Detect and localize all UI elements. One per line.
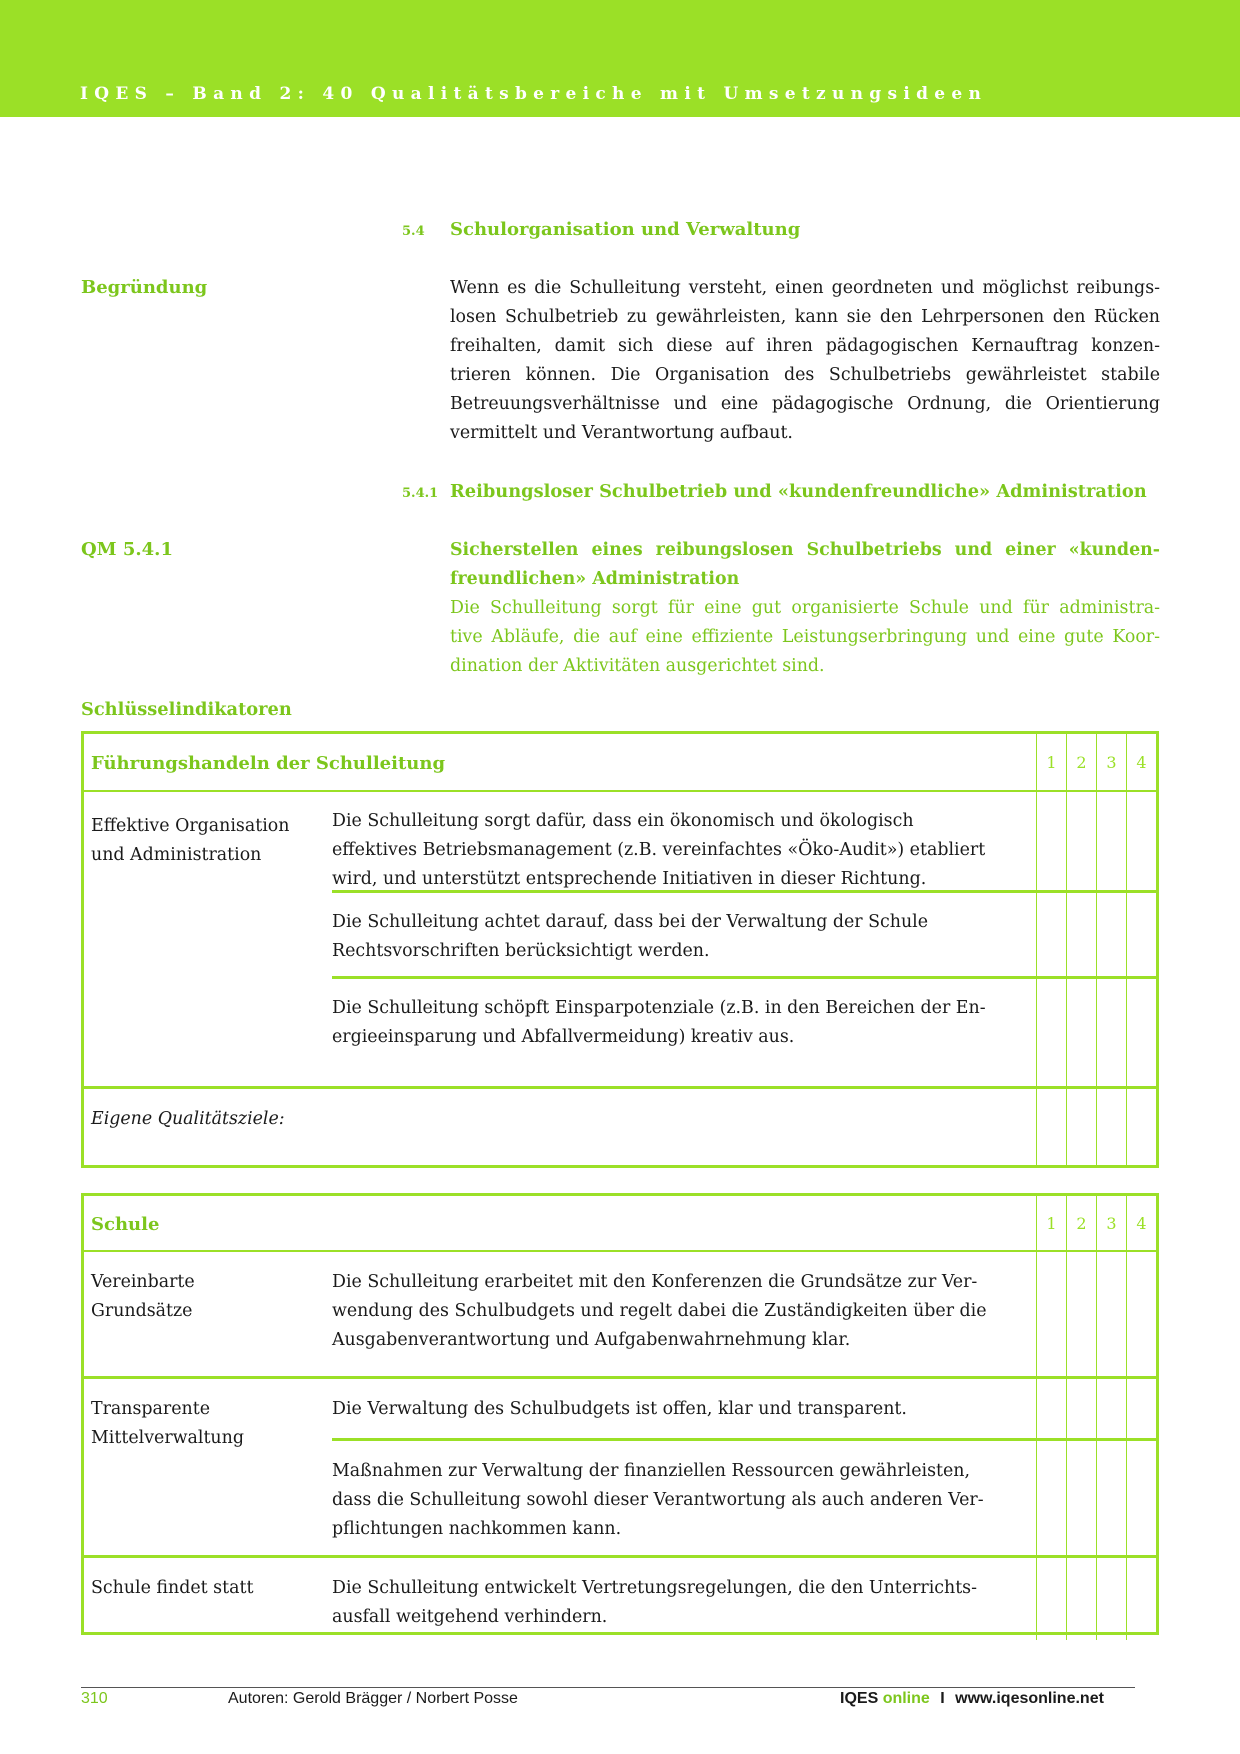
- footer-website[interactable]: www.iqesonline.net: [955, 1690, 1104, 1707]
- item-line: pflichtungen nachkommen kann.: [332, 1519, 622, 1539]
- item-line: Die Schulleitung achtet darauf, dass bei der Verwaltung der Schule: [332, 912, 929, 932]
- brand-separator: I: [940, 1690, 945, 1707]
- qm-label: QM 5.4.1: [81, 539, 173, 560]
- score-cell[interactable]: [1096, 1252, 1126, 1376]
- indicator-item: [332, 976, 1036, 1061]
- item-line: dass die Schulleitung sowohl dieser Verantwortung als auch anderen Ver-: [332, 1490, 984, 1510]
- score-cell[interactable]: [1066, 1379, 1096, 1555]
- table-header: [84, 734, 1156, 792]
- score-cell[interactable]: [1126, 792, 1156, 1086]
- brand-iqes: IQES: [840, 1690, 879, 1707]
- item-line: Die Verwaltung des Schulbudgets ist offen, klar und transparent.: [332, 1399, 907, 1419]
- row-label: Effektive Organisation und Administration: [91, 816, 290, 865]
- score-cell[interactable]: [1126, 1252, 1156, 1376]
- item-line: effektives Betriebsmanagement (z.B. vereinfachtes «Öko-Audit») etabliert: [332, 840, 986, 860]
- subsection-title: Reibungsloser Schulbetrieb und «kundenfreundliche» Administration: [450, 481, 1147, 502]
- row-label: Vereinbarte Grundsätze: [91, 1272, 195, 1321]
- begruendung-text: [450, 274, 1160, 448]
- item-line: wird, und unterstützt entsprechende Initiativen in dieser Richtung.: [332, 869, 927, 889]
- header-band: [0, 0, 1240, 117]
- item-line: ausfall weitgehend verhindern.: [332, 1607, 608, 1627]
- indicator-item: [332, 1252, 1036, 1355]
- score-cell[interactable]: [1066, 1252, 1096, 1376]
- score-label-2: 2: [1076, 753, 1087, 772]
- item-line: Die Schulleitung schöpft Einsparpotenziale (z.B. in den Bereichen der En-: [332, 998, 986, 1018]
- text-line: losen Schulbetrieb zu gewährleisten, kann sie den Lehrpersonen den Rücken: [450, 307, 1160, 327]
- item-line: Die Schulleitung sorgt dafür, dass ein ökonomisch und ökologisch: [332, 811, 914, 831]
- score-cell[interactable]: [1066, 1558, 1096, 1640]
- header-title: IQES – Band 2: 40 Qualitätsbereiche mit Umsetzungsideen: [80, 84, 988, 104]
- item-line: wendung des Schulbudgets und regelt dabei die Zuständigkeiten über die: [332, 1301, 987, 1321]
- item-line: Die Schulleitung entwickelt Vertretungsregelungen, die den Unterrichts-: [332, 1578, 977, 1598]
- row-divider: [1036, 890, 1156, 893]
- score-label-1: 1: [1046, 1214, 1057, 1233]
- indicator-table-leadership: [81, 731, 1159, 1168]
- score-label-3: 3: [1106, 753, 1117, 772]
- qm-block: [450, 536, 1160, 681]
- table-row-group: [84, 1558, 1156, 1640]
- row-label: Schule findet statt: [91, 1578, 254, 1598]
- score-label-2: 2: [1076, 1214, 1087, 1233]
- score-header: [1036, 734, 1156, 790]
- score-cell[interactable]: [1096, 792, 1126, 1086]
- score-cell[interactable]: [1036, 792, 1066, 1086]
- score-cell[interactable]: [1036, 1089, 1066, 1168]
- indicator-item: [332, 1558, 1036, 1632]
- item-line: ergieeinsparung und Abfallvermeidung) kreativ aus.: [332, 1027, 795, 1047]
- score-cells: [1036, 792, 1156, 1086]
- item-line: Ausgabenverantwortung und Aufgabenwahrnehmung klar.: [332, 1330, 851, 1350]
- qm-text-line: Die Schulleitung sorgt für eine gut organisierte Schule und für administra-: [450, 598, 1160, 618]
- table-title: Schule: [91, 1214, 160, 1235]
- subsection-number: 5.4.1: [402, 486, 439, 501]
- score-label-4: 4: [1136, 1214, 1147, 1233]
- row-divider: [1036, 976, 1156, 979]
- score-cells: [1036, 1558, 1156, 1640]
- score-cells: [1036, 1252, 1156, 1376]
- score-label-4: 4: [1136, 753, 1147, 772]
- footer-authors: Autoren: Gerold Brägger / Norbert Posse: [228, 1690, 518, 1707]
- row-divider: [1036, 1438, 1156, 1441]
- table-row-group: [84, 792, 1156, 1089]
- score-cell[interactable]: [1036, 1558, 1066, 1640]
- qm-text-line: tive Abläufe, die auf eine effiziente Leistungserbringung und eine gute Koor-: [450, 627, 1160, 647]
- page-number: 310: [81, 1690, 108, 1707]
- score-cell[interactable]: [1096, 1379, 1126, 1555]
- score-cells: [1036, 1089, 1156, 1168]
- section-title: Schulorganisation und Verwaltung: [450, 219, 801, 240]
- score-cell[interactable]: [1036, 1252, 1066, 1376]
- begruendung-label: Begründung: [81, 277, 208, 298]
- row-label: Transparente Mittelverwaltung: [91, 1399, 244, 1448]
- score-cell[interactable]: [1066, 1089, 1096, 1168]
- score-label-3: 3: [1106, 1214, 1117, 1233]
- indicator-table-school: [81, 1193, 1159, 1635]
- score-cell[interactable]: [1036, 1379, 1066, 1555]
- score-cell[interactable]: [1126, 1558, 1156, 1640]
- text-line: Wenn es die Schulleitung versteht, einen geordneten und möglichst reibungs-: [450, 278, 1160, 298]
- score-cell[interactable]: [1126, 1089, 1156, 1168]
- score-cell[interactable]: [1126, 1379, 1156, 1555]
- table-row-own-goals: [84, 1089, 1156, 1168]
- table-header: [84, 1196, 1156, 1252]
- score-cells: [1036, 1379, 1156, 1555]
- table-row-group: [84, 1379, 1156, 1558]
- brand-online: online: [882, 1690, 930, 1707]
- score-header: [1036, 1196, 1156, 1250]
- indicator-item: [332, 792, 1036, 890]
- footer-brand: [840, 1690, 1104, 1708]
- item-line: Die Schulleitung erarbeitet mit den Konferenzen die Grundsätze zur Ver-: [332, 1272, 978, 1292]
- text-line: Betreuungsverhältnisse und eine pädagogische Ordnung, die Orientierung: [450, 394, 1160, 414]
- text-line: trieren können. Die Organisation des Schulbetriebs gewährleistet stabile: [450, 365, 1160, 385]
- qm-title-line: Sicherstellen eines reibungslosen Schulbetriebs und einer «kunden-: [450, 540, 1160, 560]
- text-line: vermittelt und Verantwortung aufbaut.: [450, 423, 793, 443]
- indicators-label: Schlüsselindikatoren: [81, 699, 292, 720]
- qm-title-line: freundlichen» Administration: [450, 569, 740, 589]
- indicator-item: [332, 1438, 1036, 1544]
- table-title: Führungshandeln der Schulleitung: [91, 753, 446, 774]
- indicator-item: [332, 890, 1036, 976]
- own-goals-label: Eigene Qualitätsziele:: [91, 1109, 285, 1129]
- score-cell[interactable]: [1096, 1089, 1126, 1168]
- item-line: Rechtsvorschriften berücksichtigt werden.: [332, 941, 710, 961]
- score-label-1: 1: [1046, 753, 1057, 772]
- indicator-item: [332, 1379, 1036, 1438]
- score-cell[interactable]: [1096, 1558, 1126, 1640]
- qm-text-line: dination der Aktivitäten ausgerichtet sind.: [450, 656, 825, 676]
- table-row-group: [84, 1252, 1156, 1379]
- section-number: 5.4: [402, 224, 425, 239]
- text-line: freihalten, damit sich diese auf ihren pädagogischen Kernauftrag konzen-: [450, 336, 1160, 356]
- score-cell[interactable]: [1066, 792, 1096, 1086]
- footer-divider: [81, 1687, 1135, 1688]
- item-line: Maßnahmen zur Verwaltung der finanziellen Ressourcen gewährleisten,: [332, 1461, 971, 1481]
